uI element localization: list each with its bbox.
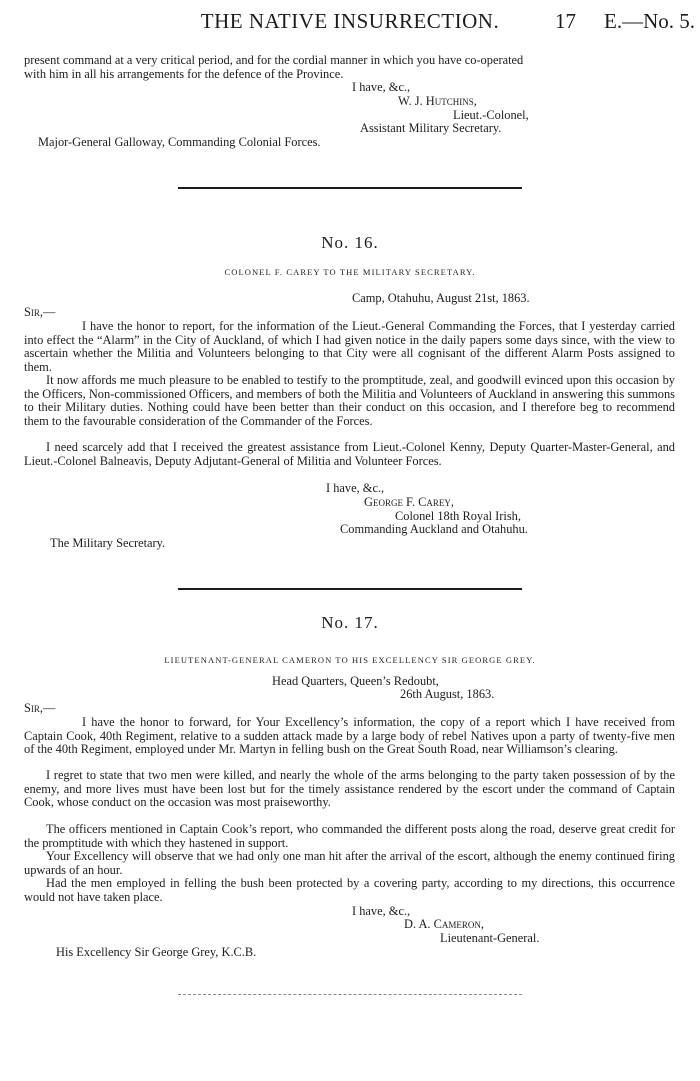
letter17-date: 26th August, 1863.	[400, 687, 495, 701]
letter16-signer-title-1: Colonel 18th Royal Irish,	[395, 509, 521, 523]
letter16-paragraph-2: It now affords me much pleasure to be enabled to testify to the promptitude, zeal, and goodwill evinced upon this occasion by the Officers, Non-commissioned Officers, and members of both the Militia and Volunteers of Auckland in answering this summons to their Military duties. Nothing could have been better than their conduct on this occasion, and I therefore beg to recommend them to the favourable consideration of the Commander of the Forces.	[24, 373, 675, 428]
letter17-paragraph-4: Your Excellency will observe that we had only one man hit after the arrival of the escort, although the enemy continued firing upwards of an hour.	[24, 849, 675, 877]
letter16-place-date: Camp, Otahuhu, August 21st, 1863.	[352, 291, 530, 305]
letter16-paragraph-3: I need scarcely add that I received the greatest assistance from Lieut.-Colonel Kenny, Deputy Quarter-Master-General, and Lieut.-Colonel Balneavis, Deputy Adjutant-General of Militia and Volunteer Forces.	[24, 440, 675, 468]
document-reference: E.—No. 5.	[604, 9, 695, 33]
letter17-paragraph-1: I have the honor to forward, for Your Excellency’s information, the copy of a report which I have received from Captain Cook, 40th Regiment, relative to a sudden attack made by a large body of rebel Natives upon a party of twenty-five men of the 40th Regiment, employed under Mr. Martyn in felling bush on the Great South Road, near Williamson’s clearing.	[24, 715, 675, 757]
letter15-line-2: with him in all his arrangements for the defence of the Province.	[24, 66, 344, 81]
letter15-addressee: Major-General Galloway, Commanding Colonial Forces.	[38, 135, 321, 149]
letter15-body	[24, 54, 675, 81]
letter15-line-1: present command at a very critical period, and for the cordial manner in which you have co-operated	[24, 53, 524, 67]
letter15-closing: I have, &c.,	[352, 80, 411, 94]
letter15-signer-title-1: Lieut.-Colonel,	[453, 108, 529, 122]
letter17-paragraph-5: Had the men employed in felling the bush been protected by a covering party, according to my directions, this occurrence would not have taken place.	[24, 876, 675, 904]
letter16-salutation: Sir,—	[24, 305, 56, 319]
letter16-signer-title-2: Commanding Auckland and Otahuhu.	[340, 522, 528, 536]
letter17-place: Head Quarters, Queen’s Redoubt,	[272, 674, 439, 688]
letter15-signer-title-2: Assistant Military Secretary.	[360, 121, 502, 135]
letter16-paragraph-1: I have the honor to report, for the information of the Lieut.-General Commanding the Forces, that I yesterday carried into effect the “Alarm” in the City of Auckland, of which I had given notice in the daily papers some days since, with the view to ascertain whether the Militia and Volunteers belonging to that City were all cognisant of the different Alarm Posts assigned to them.	[24, 319, 675, 374]
letter15-signer-name: W. J. Hutchins,	[398, 94, 477, 108]
end-divider	[178, 994, 522, 995]
letter17-signer-name: D. A. Cameron,	[404, 917, 484, 931]
letter16-signer-name: George F. Carey,	[364, 495, 454, 509]
section-divider	[178, 187, 522, 189]
letter17-addressee: His Excellency Sir George Grey, K.C.B.	[56, 945, 257, 959]
running-header-title: THE NATIVE INSURRECTION.	[200, 9, 500, 33]
letter17-paragraph-3: The officers mentioned in Captain Cook’s report, who commanded the different posts along the road, deserve great credit for the promptitude with which they hastened in support.	[24, 822, 675, 850]
letter17-closing: I have, &c.,	[352, 904, 411, 918]
letter16-closing: I have, &c.,	[326, 481, 385, 495]
letter17-salutation: Sir,—	[24, 701, 56, 715]
letter17-caption: LIEUTENANT-GENERAL CAMERON TO HIS EXCELLENCY SIR GEORGE GREY.	[164, 655, 536, 665]
letter16-addressee: The Military Secretary.	[50, 536, 166, 550]
letter17-signer-title: Lieutenant-General.	[440, 931, 540, 945]
letter16-caption: COLONEL F. CAREY TO THE MILITARY SECRETARY.	[224, 267, 476, 277]
letter16-number: No. 16.	[321, 233, 379, 252]
page-number: 17	[555, 9, 576, 33]
letter17-paragraph-2: I regret to state that two men were killed, and nearly the whole of the arms belonging to the party taken possession of by the enemy, and more lives must have been lost but for the timely assistance rendered by the escort under the command of Captain Cook, whose conduct on the occasion was most praiseworthy.	[24, 768, 675, 810]
section-divider	[178, 588, 522, 590]
letter17-number: No. 17.	[321, 613, 379, 632]
